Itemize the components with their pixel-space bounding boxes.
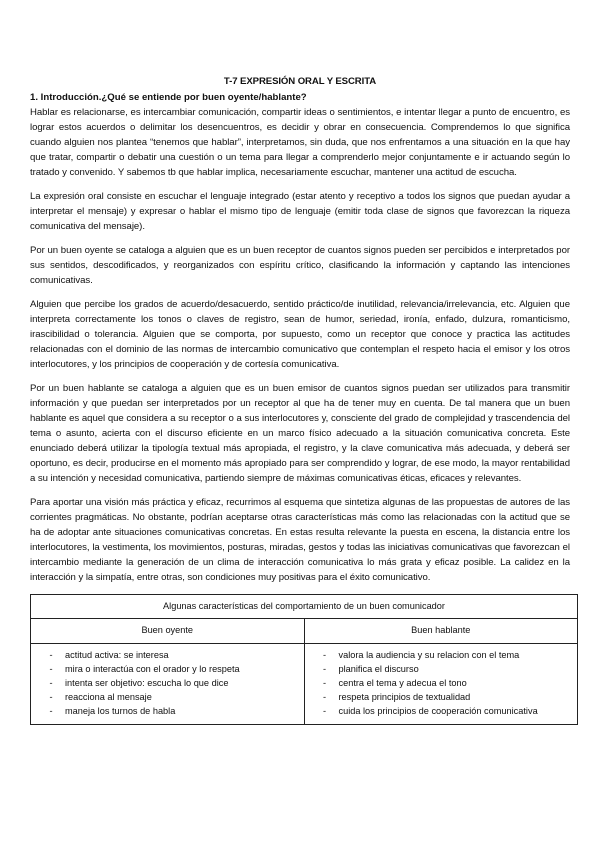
- list-item: [31, 704, 304, 718]
- paragraph-hablar: Hablar es relacionarse, es intercambiar comunicación, compartir ideas o sentimientos, e intentar llegar a punto de encuentro, es lograr estos acuerdos o delimitar los desencuentros, es decidir y obrar en consecuencia. Comprendemos lo que significa cuando alguien nos plantea “tenemos que hablar”, interpretamos, sin duda, que nos enfrentamos a una situación en la que hay que tratar, compartir o debatir una cuestión o un tema para llegar a comprenderlo mejor conjuntamente e ir actuando según lo tratado y convenido. Y sabemos tb que hablar implica, necesariamente escuchar, mantener una actitud de escucha.: [30, 107, 570, 178]
- list-item-text: centra el tema y adecua el tono: [338, 678, 467, 688]
- comunicador-table: [30, 594, 578, 725]
- list-item-text: maneja los turnos de habla: [65, 706, 176, 716]
- bullet-dash: -: [49, 678, 53, 688]
- bullet-dash: -: [322, 664, 327, 674]
- list-item: [305, 648, 578, 662]
- oyente-list: [31, 648, 304, 718]
- bullet-dash: -: [49, 650, 53, 660]
- list-item-text: actitud activa: se interesa: [65, 650, 169, 660]
- column-header-hablante: Buen hablante: [304, 619, 578, 644]
- list-item: [305, 704, 578, 718]
- table-caption: Algunas características del comportamiento de un buen comunicador: [31, 595, 578, 619]
- hablante-list: [305, 648, 578, 718]
- column-header-oyente: Buen oyente: [31, 619, 305, 644]
- paragraph-buen-oyente: Por un buen oyente se cataloga a alguien que es un buen receptor de cuantos signos pueden ser percibidos e interpretados por sus sentidos, descodificados, y reorganizados con espíritu crítico, clasificando la información y captando las intenciones comunicativas.: [30, 245, 570, 286]
- bullet-dash: -: [322, 692, 327, 702]
- bullet-dash: -: [322, 706, 327, 716]
- list-item-text: mira o interactúa con el orador y lo respeta: [65, 664, 240, 674]
- list-item: [31, 648, 304, 662]
- list-item-text: planifica el discurso: [338, 664, 419, 674]
- document-title: T-7 EXPRESIÓN ORAL Y ESCRITA: [223, 76, 377, 87]
- list-item-text: reacciona al mensaje: [65, 692, 152, 702]
- hablante-list-cell: [304, 644, 578, 725]
- bullet-dash: -: [49, 692, 53, 702]
- bullet-dash: -: [322, 650, 327, 660]
- list-item-text: valora la audiencia y su relacion con el tema: [338, 650, 520, 660]
- list-item-text: cuida los principios de cooperación comunicativa: [338, 706, 538, 716]
- oyente-list-cell: [31, 644, 305, 725]
- section-heading: 1. Introducción.¿Qué se entiende por buen oyente/hablante?: [30, 92, 307, 103]
- list-item: [31, 690, 304, 704]
- bullet-dash: -: [322, 678, 327, 688]
- list-item: [305, 690, 578, 704]
- list-item: [305, 676, 578, 690]
- list-item-text: respeta principios de textualidad: [338, 692, 471, 702]
- paragraph-vision-practica: Para aportar una visión más práctica y eficaz, recurrimos al esquema que sintetiza algunas de las propuestas de autores de las corrientes pragmáticas. No obstante, podrían aceptarse otras características más como las relacionadas con la actitud que se ha de adoptar ante situaciones comunicativas concretas. En estas resulta relevante la puesta en escena, la distancia entre los interlocutores, la vestimenta, los movimientos, posturas, miradas, gestos y todas las iniciativas comunicativas que favorezcan el intercambio mediante la generación de un clima de interacción comunicativa lo más grata y eficaz posible. La calidez en la interacción y la simpatía, entre otras, son condiciones muy positivas para el éxito comunicativo.: [30, 497, 570, 583]
- list-item: [305, 662, 578, 676]
- paragraph-expresion-oral: La expresión oral consiste en escuchar el lenguaje integrado (estar atento y receptivo a todos los signos que puedan ayudar a interpretar el mensaje) y expresar o hablar el mismo tipo de lenguaje (emitir toda clase de signos que favorezcan la riqueza comunicativa del mensaje).: [30, 191, 570, 232]
- list-item: [31, 676, 304, 690]
- bullet-dash: -: [49, 664, 53, 674]
- paragraph-buen-hablante: Por un buen hablante se cataloga a alguien que es un buen emisor de cuantos signos puedan ser utilizados para transmitir información y que puedan ser interpretados por un receptor al que ha de tener muy en cuenta. De tal manera que un buen hablante es aquel que considera a su receptor o a sus interlocutores y, consciente del grado de complejidad y trascendencia del tema o asunto, acierta con el discurso eficiente en un marco físico adecuado a la situación comunicativa concreta. Este enunciado deberá utilizar la tipología textual más apropiada, el registro, y la clave comunicativa más adecuada, y deberá ser oportuno, es decir, producirse en el momento más apropiado para ser comprendido y lograr, de ese modo, la mayor rentabilidad a su intención y necesidad comunicativa, partiendo siempre de máximas comunicativas éticas, eficaces y relevantes.: [30, 383, 570, 484]
- list-item-text: intenta ser objetivo: escucha lo que dice: [65, 678, 229, 688]
- paragraph-alguien-que: Alguien que percibe los grados de acuerdo/desacuerdo, sentido práctico/de inutilidad, relevancia/irrelevancia, etc. Alguien que interpreta correctamente los tonos o claves de registro, sean de humor, seriedad, ironía, enfado, dulzura, romanticismo, irascibilidad o tolerancia. Alguien que se comporta, por supuesto, como un receptor que conoce y practica las actitudes relacionadas con el dominio de las normas de intercambio comunicativo que contemplan el respeto hacia el emisor y los otros interlocutores, y los principios de cooperación y de cortesía comunicativa.: [30, 299, 570, 370]
- bullet-dash: -: [49, 706, 53, 716]
- list-item: [31, 662, 304, 676]
